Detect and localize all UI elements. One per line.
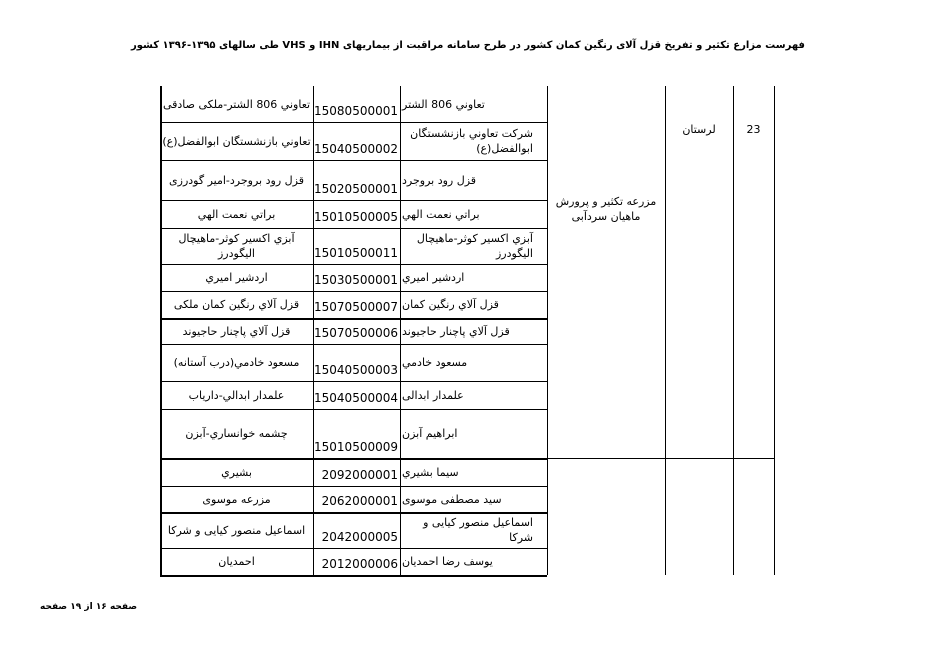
- code-cell: [315, 160, 398, 200]
- owner-cell-text: قزل آلاي رنگين کمان ملکی: [173, 298, 300, 311]
- farm-name-cell-text: آبزي اکسير کوثر-ماهيچال اليگودرز: [416, 232, 533, 260]
- code-cell: [315, 86, 398, 122]
- farm-name-cell: [402, 512, 545, 548]
- province-cell-text: لرستان: [682, 123, 716, 136]
- farm-name-cell-text: قزل آلاي پاچنار حاجيوند: [402, 324, 510, 338]
- code-cell-text: 15010500011: [314, 246, 398, 260]
- farm-name-cell: [402, 318, 545, 344]
- code-cell: [315, 264, 398, 291]
- code-cell-text: 15040500004: [314, 391, 398, 405]
- farm-name-cell: [402, 409, 545, 458]
- owner-cell: [162, 512, 311, 548]
- table-col-divider: [733, 86, 734, 575]
- code-cell: [315, 228, 398, 264]
- owner-cell: [162, 318, 311, 344]
- code-cell: [315, 486, 398, 512]
- owner-cell: [162, 548, 311, 575]
- owner-cell: [162, 200, 311, 228]
- code-cell: [315, 291, 398, 318]
- farm-name-cell-text: ابراهيم آبزن: [402, 427, 458, 440]
- owner-cell: [162, 228, 311, 264]
- owner-cell-text: تعاوني بازنشستگان ابوالفضل(ع): [162, 134, 311, 148]
- owner-cell-text: مزرعه موسوی: [202, 492, 271, 506]
- code-cell: [315, 122, 398, 160]
- farm-name-cell-text: براتي نعمت الهي: [402, 207, 480, 221]
- farm-name-cell: [402, 344, 545, 381]
- code-cell: [315, 344, 398, 381]
- owner-cell: [162, 458, 311, 486]
- owner-cell-text: اسماعیل منصور کیایی و شرکا: [167, 523, 306, 537]
- row-number-cell: [735, 86, 772, 458]
- farm-name-cell-text: یوسف رضا احمدیان: [402, 555, 493, 568]
- code-cell-text: 15070500007: [314, 300, 398, 314]
- farm-name-cell-text: اردشير اميري: [402, 271, 465, 284]
- table-row-divider: [160, 575, 547, 577]
- code-cell: [315, 458, 398, 486]
- farm-name-cell: [402, 458, 545, 486]
- farm-name-cell: [402, 486, 545, 512]
- farm-name-cell: [402, 228, 545, 264]
- code-cell-text: 15040500002: [314, 142, 398, 156]
- owner-cell-text: بشيري: [221, 465, 252, 479]
- farm-name-cell: [402, 160, 545, 200]
- owner-cell-text: چشمه خوانساري-آبزن: [185, 427, 288, 440]
- owner-cell: [162, 381, 311, 409]
- page-title: فهرست مزارع تکثیر و تفریخ قزل آلای رنگین کمان کشور در طرح سامانه مراقبت از بیماریهای IHN و VHS طی سالهای ۱۳۹۵-۱۳۹۶ کشور: [131, 40, 805, 51]
- farm-name-cell-text: سيما بشيري: [402, 465, 459, 479]
- table-col-divider: [547, 86, 548, 575]
- farm-name-cell-text: تعاوني 806 الشتر: [402, 97, 485, 111]
- code-cell: [315, 200, 398, 228]
- owner-cell: [162, 86, 311, 122]
- code-cell-text: 2042000005: [321, 530, 398, 544]
- code-cell-text: 15040500003: [314, 363, 398, 377]
- category-cell: [551, 86, 661, 458]
- category-cell-text: مزرعه تکثیر و پرورش ماهیان سردآبی: [555, 195, 657, 223]
- farm-name-cell-text: شرکت تعاوني بازنشستگان ابوالفضل(ع): [410, 127, 533, 155]
- code-cell-text: 15010500005: [314, 210, 398, 224]
- table-col-divider: [774, 86, 775, 575]
- page-number: صفحه ۱۶ از ۱۹ صفحه: [40, 602, 138, 612]
- owner-cell: [162, 264, 311, 291]
- farm-name-cell-text: قزل آلاي رنگين کمان: [402, 298, 499, 311]
- owner-cell-text: احمدیان: [218, 555, 255, 568]
- row-number-cell-text: 23: [746, 123, 761, 136]
- owner-cell: [162, 122, 311, 160]
- farm-name-cell: [402, 122, 545, 160]
- code-cell-text: 15030500001: [314, 273, 398, 287]
- owner-cell-text: علمدار ابدالي-داریاب: [188, 388, 285, 402]
- group-divider: [547, 458, 774, 459]
- code-cell-text: 15080500001: [314, 104, 398, 118]
- owner-cell: [162, 344, 311, 381]
- farm-name-cell: [402, 291, 545, 318]
- owner-cell: [162, 486, 311, 512]
- farm-name-cell-text: قزل رود بروجرد: [402, 173, 477, 187]
- owner-cell-text: براتي نعمت الهي: [197, 207, 276, 221]
- code-cell: [315, 548, 398, 575]
- farm-name-cell-text: مسعود خادمي: [402, 356, 468, 369]
- table-col-divider: [665, 86, 666, 575]
- province-cell: [669, 86, 729, 458]
- farm-name-cell: [402, 548, 545, 575]
- owner-cell-text: اردشير اميري: [205, 271, 268, 284]
- code-cell-text: 15020500001: [314, 182, 398, 196]
- farm-name-cell: [402, 86, 545, 122]
- code-cell-text: 15010500009: [314, 440, 398, 454]
- farm-name-cell-text: علمدار ابدالی: [402, 388, 464, 402]
- code-cell-text: 2012000006: [321, 557, 398, 571]
- owner-cell-text: قزل آلاي پاچنار حاجيوند: [182, 324, 291, 338]
- code-cell-text: 2062000001: [321, 494, 398, 508]
- owner-cell-text: قزل رود بروجرد-امیر گودرزی: [169, 173, 304, 187]
- farm-name-cell-text: اسماعیل منصور کیایی و شرکا: [423, 516, 533, 544]
- owner-cell: [162, 291, 311, 318]
- farm-name-cell: [402, 264, 545, 291]
- code-cell: [315, 409, 398, 458]
- owner-cell-text: تعاوني 806 الشتر-ملکی صادقی: [162, 97, 311, 111]
- owner-cell-text: مسعود خادمي(درب آستانه): [173, 356, 300, 369]
- farm-name-cell: [402, 200, 545, 228]
- code-cell-text: 2092000001: [321, 468, 398, 482]
- code-cell: [315, 381, 398, 409]
- owner-cell: [162, 409, 311, 458]
- code-cell: [315, 512, 398, 548]
- farm-name-cell-text: سيد مصطفی موسوی: [402, 492, 502, 506]
- owner-cell: [162, 160, 311, 200]
- code-cell: [315, 318, 398, 344]
- code-cell-text: 15070500006: [314, 326, 398, 340]
- farm-name-cell: [402, 381, 545, 409]
- owner-cell-text: آبزي اکسير کوثر-ماهيچال اليگودرز: [178, 232, 295, 260]
